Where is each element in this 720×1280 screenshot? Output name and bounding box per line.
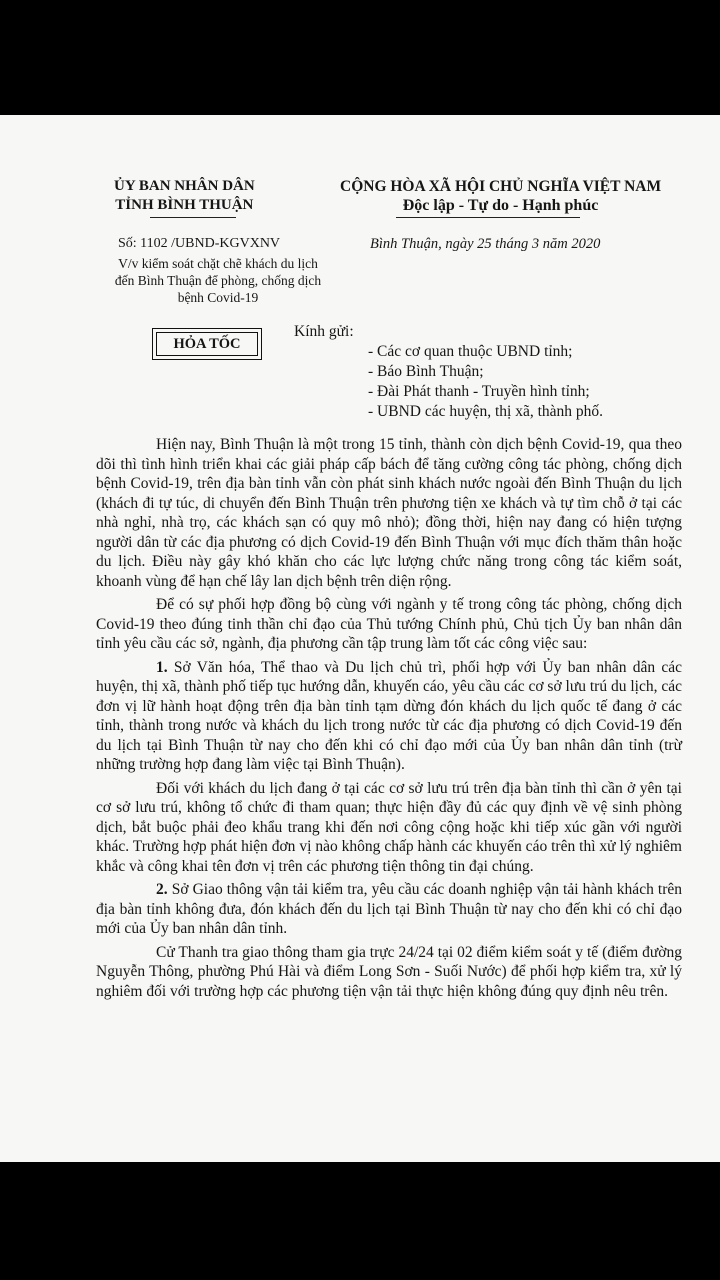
org-line-2: TỈNH BÌNH THUẬN (115, 197, 254, 213)
org-underline (150, 217, 236, 218)
nation-line-2: Độc lập - Tự do - Hạnh phúc (402, 197, 599, 214)
urgent-stamp (152, 328, 262, 360)
body-paragraph-5 (96, 880, 682, 939)
body-paragraph-3 (96, 658, 682, 775)
issuing-organization (114, 177, 255, 215)
body-paragraph-2: Để có sự phối hợp đồng bộ cùng với ngành y tế trong công tác phòng, chống dịch Covid-19 theo đúng tinh thần chỉ đạo của Thủ tướng Chính phủ, Chủ tịch Ủy ban nhân dân tỉnh yêu cầu các sở, ngành, địa phương cần tập trung làm tốt các công việc sau: (96, 596, 682, 652)
org-line-1: ỦY BAN NHÂN DÂN (114, 178, 255, 194)
motto-underline (396, 217, 580, 218)
document-date: Bình Thuận, ngày 25 tháng 3 năm 2020 (370, 236, 601, 252)
recipient-item: - UBND các huyện, thị xã, thành phố. (368, 403, 604, 420)
recipient-item: - Các cơ quan thuộc UBND tỉnh; (368, 343, 573, 360)
national-motto (340, 177, 661, 215)
recipient-item: - Báo Bình Thuận; (368, 363, 484, 380)
body-paragraph-6: Cử Thanh tra giao thông tham gia trực 24/24 tại 02 điểm kiểm soát y tế (điểm đường Nguyễn Thông, phường Phú Hài và điểm Long Sơn - Suối Nước) để phối hợp kiểm tra, xử lý nghiêm đối với trường hợp các phương tiện vận tải thực hiện không đúng quy định nêu trên. (96, 943, 682, 1000)
item-2-text: Sở Giao thông vận tải kiểm tra, yêu cầu các doanh nghiệp vận tải hành khách trên địa bàn tỉnh không đưa, đón khách đến du lịch tại Bình Thuận từ nay cho đến khi có chỉ đạo mới của Ủy ban nhân dân tỉnh. (96, 881, 682, 937)
nation-line-1: CỘNG HÒA XÃ HỘI CHỦ NGHĨA VIỆT NAM (340, 178, 662, 195)
body-paragraph-1: Hiện nay, Bình Thuận là một trong 15 tỉnh, thành còn dịch bệnh Covid-19, qua theo dõi thì tình hình triển khai các giải pháp cấp bách để tăng cường công tác phòng, chống dịch bệnh Covid-19, trên địa bàn tỉnh vẫn còn phát sinh khách nước ngoài đến Bình Thuận du lịch (khách đi tự túc, di chuyển đến Bình Thuận trên phương tiện xe khách và tự tìm chỗ ở tại các nhà nghỉ, nhà trọ, các khách sạn có quy mô nhỏ); đồng thời, hiện nay đang có hiện tượng người dân từ các địa phương có dịch Covid-19 đến Bình Thuận với mục đích thăm thân hoặc du lịch. Điều này gây khó khăn cho các lực lượng chức năng trong công tác kiểm soát, khoanh vùng để hạn chế lây lan dịch bệnh trên diện rộng. (96, 436, 682, 590)
document-subject: V/v kiểm soát chặt chẽ khách du lịch đến Bình Thuận để phòng, chống dịch bệnh Covid-19 (114, 256, 322, 305)
document-page (0, 115, 720, 1162)
salutation: Kính gửi: (294, 323, 354, 340)
urgent-stamp-label: HỎA TỐC (156, 332, 258, 356)
body-paragraph-4: Đối với khách du lịch đang ở tại các cơ sở lưu trú trên địa bàn tỉnh thì cần ở yên tại cơ sở lưu trú, không tổ chức đi tham quan; thực hiện đầy đủ các quy định về vệ sinh phòng dịch, bắt buộc phải đeo khẩu trang khi đến nơi công cộng hoặc khi tiếp xúc gần với người khác. Trường hợp phát hiện đơn vị nào không chấp hành các khuyến cáo trên thì xử lý nghiêm khắc và công khai tên đơn vị trên các phương tiện thông tin đại chúng. (96, 779, 682, 875)
item-1-text: Sở Văn hóa, Thể thao và Du lịch chủ trì, phối hợp với Ủy ban nhân dân các huyện, thị xã, thành phố tiếp tục hướng dẫn, khuyến cáo, yêu cầu các cơ sở lưu trú du lịch, các đơn vị lữ hành hoạt động trên địa bàn tỉnh tạm dừng đón khách du lịch quốc tế đang ở các tỉnh, thành trong nước và khách du lịch trong nước từ các địa phương có dịch Covid-19 đến du lịch tại Bình Thuận từ nay cho đến khi có chỉ đạo mới của Ủy ban nhân dân tỉnh (trừ những trường hợp đang làm việc tại Bình Thuận). (96, 658, 682, 773)
item-number-2: 2. (156, 881, 168, 898)
document-number: Số: 1102 /UBND-KGVXNV (118, 236, 281, 251)
recipient-item: - Đài Phát thanh - Truyền hình tỉnh; (368, 383, 590, 400)
document-body (96, 435, 682, 1005)
item-number-1: 1. (156, 658, 168, 676)
